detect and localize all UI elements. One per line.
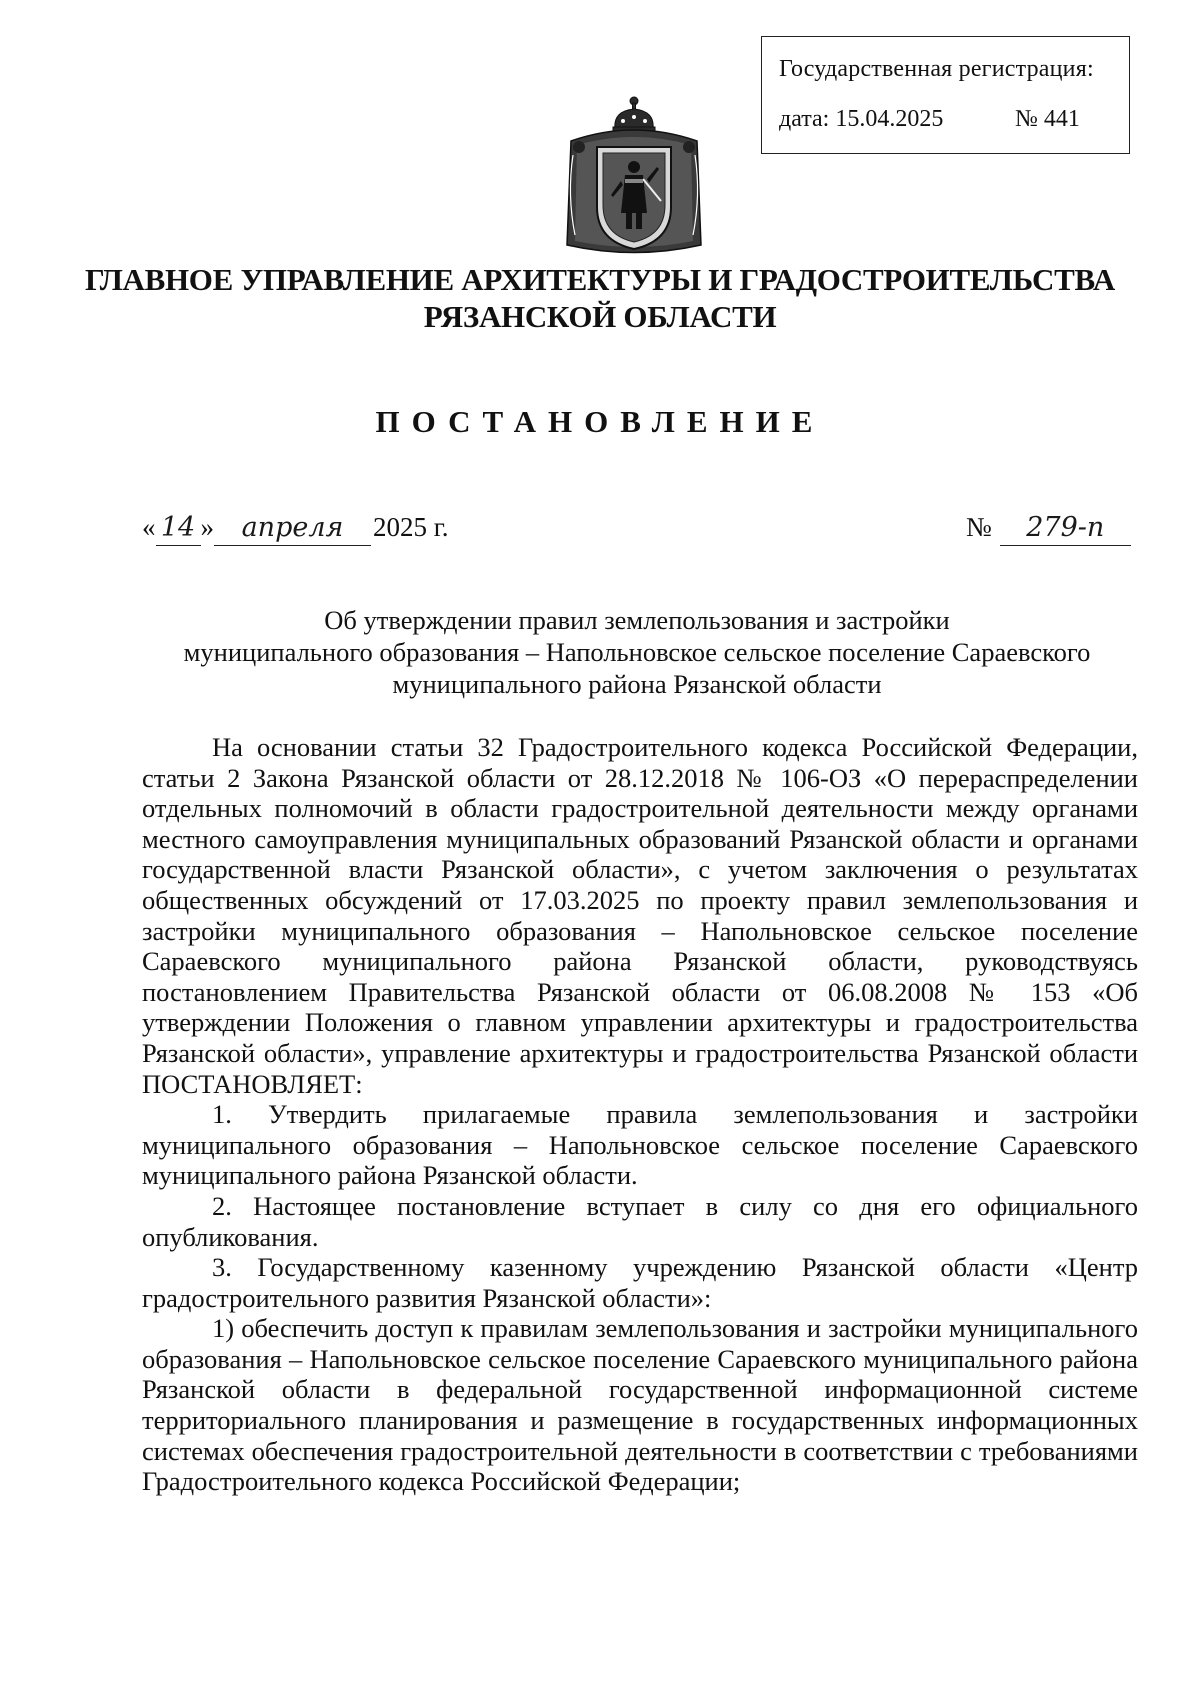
ryazan-coat-of-arms-icon [563,95,705,260]
date-open-quote: « [142,512,156,542]
number-handwritten: 279-п [1000,511,1131,546]
date-day-handwritten: 14 [156,511,201,546]
registration-title: Государственная регистрация: [779,56,1094,82]
number-prefix: № [966,512,992,542]
document-body [142,732,1138,1497]
clause-1: 1. Утвердить прилагаемые правила землепользования и застройки муниципального образования – Напольновское сельское поселение Сараевского муниципального района Рязанской области. [142,1099,1138,1191]
registration-number: № 441 [1015,106,1080,132]
date-month-handwritten: апреля [214,511,371,546]
preamble-paragraph: На основании статьи 32 Градостроительного кодекса Российской Федерации, статьи 2 Закона Рязанской области от 28.12.2018 № 106-ОЗ «О перераспределении отдельных полномочий в области градостроительной деятельности между органами местного самоуправления муниципальных образований Рязанской области и органами государственной власти Рязанской области», с учетом заключения о результатах общественных обсуждений от 17.03.2025 по проекту правил землепользования и застройки муниципального образования – Напольновское сельское поселение Сараевского муниципального района Рязанской области, руководствуясь постановлением Правительства Рязанской области от 06.08.2008 № 153 «Об утверждении Положения о главном управлении архитектуры и градостроительства Рязанской области», управление архитектуры и градостроительства Рязанской области ПОСТАНОВЛЯЕТ: [142,732,1138,1099]
document-number [966,510,1131,546]
date-year: 2025 г. [373,512,449,542]
date-close-quote: » [200,512,214,542]
subject-line: муниципального образования – Напольновское сельское поселение Сараевского [183,637,1091,667]
clause-3: 3. Государственному казенному учреждению Рязанской области «Центр градостроительного развития Рязанской области»: [142,1252,1138,1313]
document-date [142,510,449,546]
registration-stamp [761,36,1130,154]
agency-name-line2: РЯЗАНСКОЙ ОБЛАСТИ [423,299,777,334]
registration-date: дата: 15.04.2025 [779,106,944,132]
document-subject [140,604,1134,700]
agency-name-line1: ГЛАВНОЕ УПРАВЛЕНИЕ АРХИТЕКТУРЫ И ГРАДОСТРОИТЕЛЬСТВА [84,262,1115,297]
subject-line: Об утверждении правил землепользования и застройки [324,605,950,635]
clause-2: 2. Настоящее постановление вступает в силу со дня его официального опубликования. [142,1190,1138,1252]
document-type-title: ПОСТАНОВЛЕНИЕ [375,404,825,439]
clause-3-subitem-1: 1) обеспечить доступ к правилам землепользования и застройки муниципального образования – Напольновское сельское поселение Сараевского муниципального района Рязанской области в федеральной государственной информационной системе территориального планирования и размещение в государственных информационных системах обеспечения градостроительной деятельности в соответствии с требованиями Градостроительного кодекса Российской Федерации; [142,1313,1138,1497]
subject-line: муниципального района Рязанской области [392,669,882,699]
